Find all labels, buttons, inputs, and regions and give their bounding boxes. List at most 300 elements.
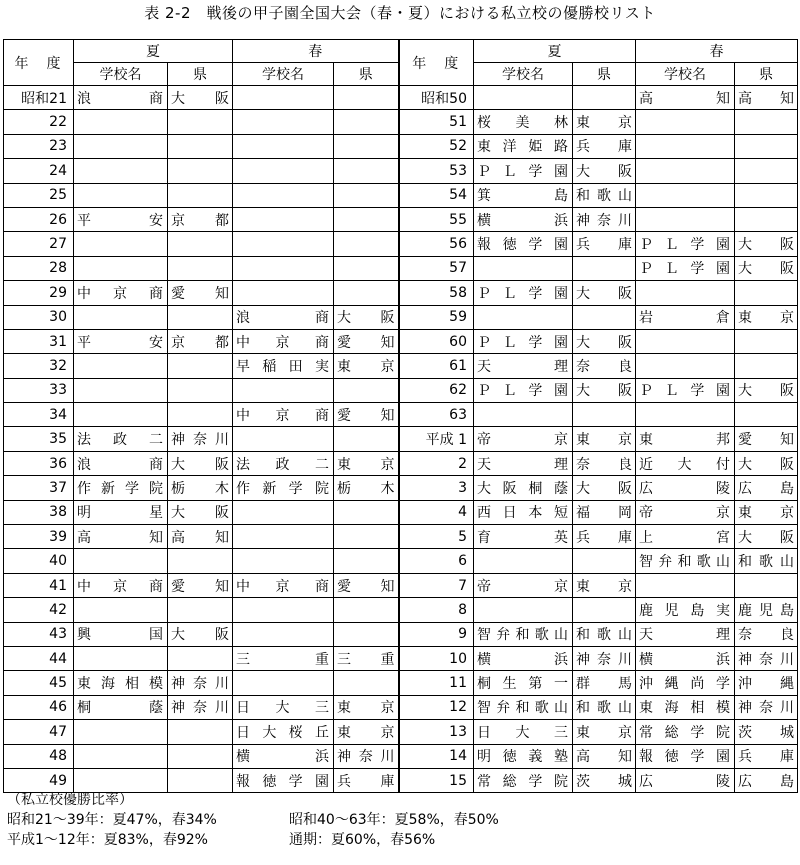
table-row <box>4 110 798 134</box>
spring-school-cell: 高知 <box>636 86 735 110</box>
summer-school-cell: 興国 <box>74 622 168 646</box>
spring-school-cell: 日大三 <box>233 695 334 719</box>
spring-pref-cell <box>334 622 399 646</box>
summer-school-cell: 智弁和歌山 <box>474 622 573 646</box>
summer-pref-cell: 茨城 <box>573 768 636 792</box>
spring-pref-cell <box>334 110 399 134</box>
year-cell: 6 <box>399 549 474 573</box>
summer-pref-cell: 和歌山 <box>573 622 636 646</box>
summer-school-cell: 天理 <box>474 451 573 475</box>
spring-pref-cell <box>735 207 798 231</box>
year-cell: 28 <box>4 256 74 280</box>
summer-school-cell <box>474 403 573 427</box>
spring-pref-cell: 愛知 <box>735 427 798 451</box>
spring-pref-cell: 東京 <box>334 720 399 744</box>
spring-school-cell <box>233 159 334 183</box>
spring-pref-cell: 東京 <box>334 354 399 378</box>
year-cell: 昭和50 <box>399 86 474 110</box>
year-cell: 9 <box>399 622 474 646</box>
year-cell: 8 <box>399 598 474 622</box>
spring-pref-cell <box>334 86 399 110</box>
spring-school-cell: 近大付 <box>636 451 735 475</box>
summer-school-cell <box>74 256 168 280</box>
spring-school-cell: 常総学院 <box>636 720 735 744</box>
summer-pref-cell <box>168 549 233 573</box>
summer-pref-cell: 愛知 <box>168 573 233 597</box>
spring-pref-cell: 鹿児島 <box>735 598 798 622</box>
year-cell: 61 <box>399 354 474 378</box>
spring-school-cell: 早稲田実 <box>233 354 334 378</box>
summer-school-cell <box>474 549 573 573</box>
summer-pref-cell: 神奈川 <box>168 695 233 719</box>
year-cell: 昭和21 <box>4 86 74 110</box>
spring-pref-cell <box>735 329 798 353</box>
summer-school-cell: 大阪桐蔭 <box>474 476 573 500</box>
spring-school-cell: 智弁和歌山 <box>636 549 735 573</box>
summer-school-cell <box>74 159 168 183</box>
summer-school-cell: 天理 <box>474 354 573 378</box>
year-cell: 59 <box>399 305 474 329</box>
spring-pref-cell <box>334 159 399 183</box>
spring-pref-cell: 大阪 <box>735 232 798 256</box>
spring-school-cell: 浪商 <box>233 305 334 329</box>
summer-pref-cell: 福岡 <box>573 500 636 524</box>
spring-pref-cell: 愛知 <box>334 403 399 427</box>
spring-school-cell <box>233 427 334 451</box>
summer-pref-cell <box>168 232 233 256</box>
spring-school-cell: 天理 <box>636 622 735 646</box>
summer-pref-cell <box>168 403 233 427</box>
spring-pref-cell: 愛知 <box>334 573 399 597</box>
summer-school-cell <box>74 305 168 329</box>
school-header: 学校名 <box>74 63 168 86</box>
spring-school-cell <box>636 573 735 597</box>
year-cell: 41 <box>4 573 74 597</box>
year-cell: 63 <box>399 403 474 427</box>
spring-pref-cell <box>735 183 798 207</box>
spring-pref-cell: 広島 <box>735 476 798 500</box>
summer-school-cell: 横浜 <box>474 207 573 231</box>
win-ratio-notes <box>7 790 499 850</box>
year-cell: 31 <box>4 329 74 353</box>
spring-school-cell <box>233 86 334 110</box>
spring-pref-cell <box>735 159 798 183</box>
spring-school-cell <box>233 622 334 646</box>
pref-header: 県 <box>573 63 636 86</box>
summer-school-cell <box>74 646 168 670</box>
spring-pref-cell <box>334 134 399 158</box>
spring-school-cell <box>233 110 334 134</box>
spring-school-cell <box>233 525 334 549</box>
spring-school-cell <box>233 598 334 622</box>
summer-pref-cell: 大阪 <box>168 622 233 646</box>
summer-school-cell: 中京商 <box>74 281 168 305</box>
note-showa-early: 昭和21～39年：夏47%，春34% <box>7 812 217 828</box>
spring-pref-cell: 東京 <box>334 451 399 475</box>
year-cell: 54 <box>399 183 474 207</box>
spring-pref-cell: 大阪 <box>735 378 798 402</box>
spring-pref-cell: 大阪 <box>735 525 798 549</box>
summer-school-cell: 智弁和歌山 <box>474 695 573 719</box>
spring-school-cell <box>233 549 334 573</box>
year-cell: 62 <box>399 378 474 402</box>
summer-pref-cell <box>168 159 233 183</box>
spring-school-cell <box>636 207 735 231</box>
summer-pref-cell <box>573 86 636 110</box>
summer-pref-cell <box>573 403 636 427</box>
spring-school-cell: 東邦 <box>636 427 735 451</box>
table-row <box>4 573 798 597</box>
spring-school-cell: 三重 <box>233 646 334 670</box>
spring-pref-cell: 東京 <box>334 695 399 719</box>
spring-school-cell <box>233 281 334 305</box>
spring-school-cell: 法政二 <box>233 451 334 475</box>
pref-header: 県 <box>735 63 798 86</box>
spring-school-cell: 横浜 <box>636 646 735 670</box>
spring-school-cell: ＰＬ学園 <box>636 378 735 402</box>
table-row <box>4 403 798 427</box>
winners-table <box>3 39 798 793</box>
spring-pref-cell <box>334 525 399 549</box>
spring-school-cell <box>636 329 735 353</box>
table-row <box>4 598 798 622</box>
year-cell: 30 <box>4 305 74 329</box>
summer-pref-cell: 神奈川 <box>168 671 233 695</box>
spring-school-cell: 帝京 <box>636 500 735 524</box>
summer-school-cell <box>474 598 573 622</box>
table-row <box>4 549 798 573</box>
table-row <box>4 329 798 353</box>
spring-pref-cell <box>334 427 399 451</box>
spring-school-cell: 作新学院 <box>233 476 334 500</box>
summer-school-cell: 常総学院 <box>474 768 573 792</box>
summer-pref-cell: 神奈川 <box>168 427 233 451</box>
summer-pref-cell <box>168 110 233 134</box>
spring-school-cell: 広陵 <box>636 768 735 792</box>
year-cell: 33 <box>4 378 74 402</box>
year-cell: 3 <box>399 476 474 500</box>
summer-school-cell: 東洋姫路 <box>474 134 573 158</box>
summer-pref-cell: 兵庫 <box>573 232 636 256</box>
notes-heading: （私立校優勝比率） <box>7 792 133 808</box>
summer-school-cell: ＰＬ学園 <box>474 329 573 353</box>
summer-school-cell <box>74 744 168 768</box>
spring-school-cell <box>233 671 334 695</box>
table-row <box>4 500 798 524</box>
year-cell: 2 <box>399 451 474 475</box>
note-showa-late: 昭和40～63年：夏58%，春50% <box>289 812 499 828</box>
summer-school-cell: 浪商 <box>74 86 168 110</box>
summer-pref-cell: 京都 <box>168 329 233 353</box>
spring-pref-cell <box>334 378 399 402</box>
summer-pref-cell <box>168 134 233 158</box>
year-cell: 52 <box>399 134 474 158</box>
year-cell: 34 <box>4 403 74 427</box>
spring-pref-cell: 東京 <box>735 500 798 524</box>
summer-school-cell: 西日本短 <box>474 500 573 524</box>
spring-school-cell: 沖縄尚学 <box>636 671 735 695</box>
spring-pref-cell <box>735 110 798 134</box>
summer-pref-cell <box>168 646 233 670</box>
spring-school-cell: 報徳学園 <box>233 768 334 792</box>
summer-pref-cell: 大阪 <box>573 476 636 500</box>
spring-pref-cell: 神奈川 <box>735 646 798 670</box>
pref-header: 県 <box>168 63 233 86</box>
year-cell: 58 <box>399 281 474 305</box>
summer-pref-cell: 神奈川 <box>573 646 636 670</box>
year-cell: 32 <box>4 354 74 378</box>
spring-school-cell: 報徳学園 <box>636 744 735 768</box>
summer-school-cell: 高知 <box>74 525 168 549</box>
year-cell: 46 <box>4 695 74 719</box>
summer-pref-cell: 兵庫 <box>573 134 636 158</box>
year-cell: 53 <box>399 159 474 183</box>
year-header-right: 年 度 <box>399 40 474 86</box>
year-cell: 43 <box>4 622 74 646</box>
table-row <box>4 525 798 549</box>
table-row <box>4 159 798 183</box>
table-row <box>4 232 798 256</box>
summer-pref-cell: 高知 <box>573 744 636 768</box>
spring-pref-cell: 神奈川 <box>735 695 798 719</box>
year-cell: 24 <box>4 159 74 183</box>
summer-school-cell: 桐生第一 <box>474 671 573 695</box>
summer-pref-cell: 奈良 <box>573 451 636 475</box>
spring-pref-cell <box>334 207 399 231</box>
note-overall: 通期：夏60%，春56% <box>289 832 436 848</box>
summer-header-left: 夏 <box>74 40 233 63</box>
summer-pref-cell <box>573 305 636 329</box>
table-row <box>4 354 798 378</box>
summer-pref-cell: 大阪 <box>168 86 233 110</box>
year-cell: 平成 1 <box>399 427 474 451</box>
spring-school-cell <box>233 207 334 231</box>
spring-school-cell <box>233 232 334 256</box>
spring-school-cell: ＰＬ学園 <box>636 256 735 280</box>
summer-pref-cell: 大阪 <box>168 451 233 475</box>
spring-pref-cell <box>334 183 399 207</box>
summer-school-cell: 浪商 <box>74 451 168 475</box>
summer-pref-cell <box>168 183 233 207</box>
spring-school-cell <box>636 354 735 378</box>
table-row <box>4 476 798 500</box>
table-row <box>4 305 798 329</box>
spring-pref-cell: 大阪 <box>735 451 798 475</box>
year-cell: 27 <box>4 232 74 256</box>
summer-school-cell: 作新学院 <box>74 476 168 500</box>
summer-school-cell: 平安 <box>74 207 168 231</box>
summer-school-cell: 明星 <box>74 500 168 524</box>
spring-school-cell <box>636 281 735 305</box>
spring-pref-cell <box>334 598 399 622</box>
table-row <box>4 720 798 744</box>
summer-pref-cell: 愛知 <box>168 281 233 305</box>
summer-school-cell <box>474 86 573 110</box>
summer-school-cell: 育英 <box>474 525 573 549</box>
summer-pref-cell <box>168 354 233 378</box>
summer-pref-cell: 東京 <box>573 720 636 744</box>
year-cell: 29 <box>4 281 74 305</box>
spring-pref-cell <box>334 549 399 573</box>
table-row <box>4 744 798 768</box>
summer-pref-cell: 大阪 <box>573 329 636 353</box>
spring-pref-cell <box>334 232 399 256</box>
summer-pref-cell: 神奈川 <box>573 207 636 231</box>
year-cell: 12 <box>399 695 474 719</box>
summer-school-cell <box>474 256 573 280</box>
year-cell: 39 <box>4 525 74 549</box>
pref-header: 県 <box>334 63 399 86</box>
summer-school-cell: ＰＬ学園 <box>474 281 573 305</box>
summer-school-cell: 法政二 <box>74 427 168 451</box>
summer-pref-cell: 奈良 <box>573 354 636 378</box>
summer-school-cell <box>74 110 168 134</box>
spring-school-cell <box>233 134 334 158</box>
table-row <box>4 646 798 670</box>
summer-pref-cell: 大阪 <box>573 159 636 183</box>
summer-school-cell: 中京商 <box>74 573 168 597</box>
spring-pref-cell: 愛知 <box>334 329 399 353</box>
spring-pref-cell: 大阪 <box>334 305 399 329</box>
table-row <box>4 256 798 280</box>
year-cell: 13 <box>399 720 474 744</box>
table-row <box>4 695 798 719</box>
year-cell: 51 <box>399 110 474 134</box>
year-cell: 56 <box>399 232 474 256</box>
summer-school-cell <box>74 134 168 158</box>
spring-pref-cell: 広島 <box>735 768 798 792</box>
summer-pref-cell <box>573 598 636 622</box>
summer-school-cell <box>74 598 168 622</box>
year-cell: 26 <box>4 207 74 231</box>
year-cell: 49 <box>4 768 74 792</box>
table-row <box>4 622 798 646</box>
spring-school-cell: 日大桜丘 <box>233 720 334 744</box>
summer-pref-cell <box>168 744 233 768</box>
summer-school-cell: 箕島 <box>474 183 573 207</box>
spring-pref-cell: 東京 <box>735 305 798 329</box>
spring-pref-cell: 兵庫 <box>334 768 399 792</box>
spring-school-cell: 岩倉 <box>636 305 735 329</box>
spring-pref-cell: 栃木 <box>334 476 399 500</box>
summer-school-cell: ＰＬ学園 <box>474 159 573 183</box>
spring-pref-cell <box>735 403 798 427</box>
spring-pref-cell <box>334 281 399 305</box>
spring-pref-cell <box>334 671 399 695</box>
summer-pref-cell <box>168 256 233 280</box>
spring-school-cell <box>233 256 334 280</box>
summer-pref-cell: 群馬 <box>573 671 636 695</box>
school-header: 学校名 <box>474 63 573 86</box>
table-row <box>4 671 798 695</box>
summer-pref-cell: 東京 <box>573 573 636 597</box>
spring-school-cell <box>636 403 735 427</box>
year-header-left: 年 度 <box>4 40 74 86</box>
summer-school-cell: 帝京 <box>474 573 573 597</box>
year-cell: 35 <box>4 427 74 451</box>
summer-school-cell <box>74 378 168 402</box>
table-row <box>4 281 798 305</box>
spring-school-cell: 中京商 <box>233 573 334 597</box>
year-cell: 44 <box>4 646 74 670</box>
summer-school-cell: ＰＬ学園 <box>474 378 573 402</box>
year-cell: 5 <box>399 525 474 549</box>
spring-pref-cell: 和歌山 <box>735 549 798 573</box>
year-cell: 57 <box>399 256 474 280</box>
year-cell: 11 <box>399 671 474 695</box>
summer-pref-cell: 大阪 <box>573 281 636 305</box>
summer-pref-cell: 大阪 <box>168 500 233 524</box>
year-cell: 15 <box>399 768 474 792</box>
year-cell: 55 <box>399 207 474 231</box>
spring-school-cell: 上宮 <box>636 525 735 549</box>
summer-school-cell: 桐蔭 <box>74 695 168 719</box>
summer-school-cell <box>474 305 573 329</box>
spring-pref-cell: 三重 <box>334 646 399 670</box>
spring-header-right: 春 <box>636 40 798 63</box>
summer-pref-cell <box>168 305 233 329</box>
summer-pref-cell: 栃木 <box>168 476 233 500</box>
year-cell: 45 <box>4 671 74 695</box>
summer-pref-cell <box>168 598 233 622</box>
spring-pref-cell: 高知 <box>735 86 798 110</box>
summer-school-cell: 桜美林 <box>474 110 573 134</box>
spring-school-cell: 中京商 <box>233 403 334 427</box>
school-header: 学校名 <box>636 63 735 86</box>
spring-pref-cell: 兵庫 <box>735 744 798 768</box>
spring-header-left: 春 <box>233 40 399 63</box>
summer-school-cell: 報徳学園 <box>474 232 573 256</box>
summer-pref-cell <box>573 549 636 573</box>
summer-school-cell: 日大三 <box>474 720 573 744</box>
summer-pref-cell <box>168 720 233 744</box>
spring-pref-cell <box>334 500 399 524</box>
summer-pref-cell <box>168 378 233 402</box>
summer-school-cell <box>74 183 168 207</box>
summer-pref-cell: 京都 <box>168 207 233 231</box>
table-row <box>4 134 798 158</box>
summer-pref-cell: 和歌山 <box>573 183 636 207</box>
spring-school-cell <box>636 110 735 134</box>
table-row <box>4 207 798 231</box>
page-title: 表 2-2 戦後の甲子園全国大会（春・夏）における私立校の優勝校リスト <box>144 4 656 22</box>
summer-pref-cell: 東京 <box>573 427 636 451</box>
spring-school-cell <box>233 183 334 207</box>
spring-pref-cell <box>735 281 798 305</box>
spring-pref-cell: 茨城 <box>735 720 798 744</box>
year-cell: 10 <box>399 646 474 670</box>
spring-school-cell: 東海相模 <box>636 695 735 719</box>
spring-pref-cell: 沖縄 <box>735 671 798 695</box>
year-cell: 7 <box>399 573 474 597</box>
table-row <box>4 86 798 110</box>
summer-school-cell: 平安 <box>74 329 168 353</box>
spring-school-cell <box>636 134 735 158</box>
summer-pref-cell <box>573 256 636 280</box>
spring-pref-cell <box>334 256 399 280</box>
year-cell: 23 <box>4 134 74 158</box>
year-cell: 22 <box>4 110 74 134</box>
summer-pref-cell: 兵庫 <box>573 525 636 549</box>
spring-school-cell: 中京商 <box>233 329 334 353</box>
summer-school-cell: 横浜 <box>474 646 573 670</box>
spring-school-cell <box>233 378 334 402</box>
year-cell: 42 <box>4 598 74 622</box>
note-heisei: 平成1～12年：夏83%，春92% <box>7 832 208 848</box>
table-row <box>4 378 798 402</box>
spring-pref-cell: 神奈川 <box>334 744 399 768</box>
year-cell: 48 <box>4 744 74 768</box>
